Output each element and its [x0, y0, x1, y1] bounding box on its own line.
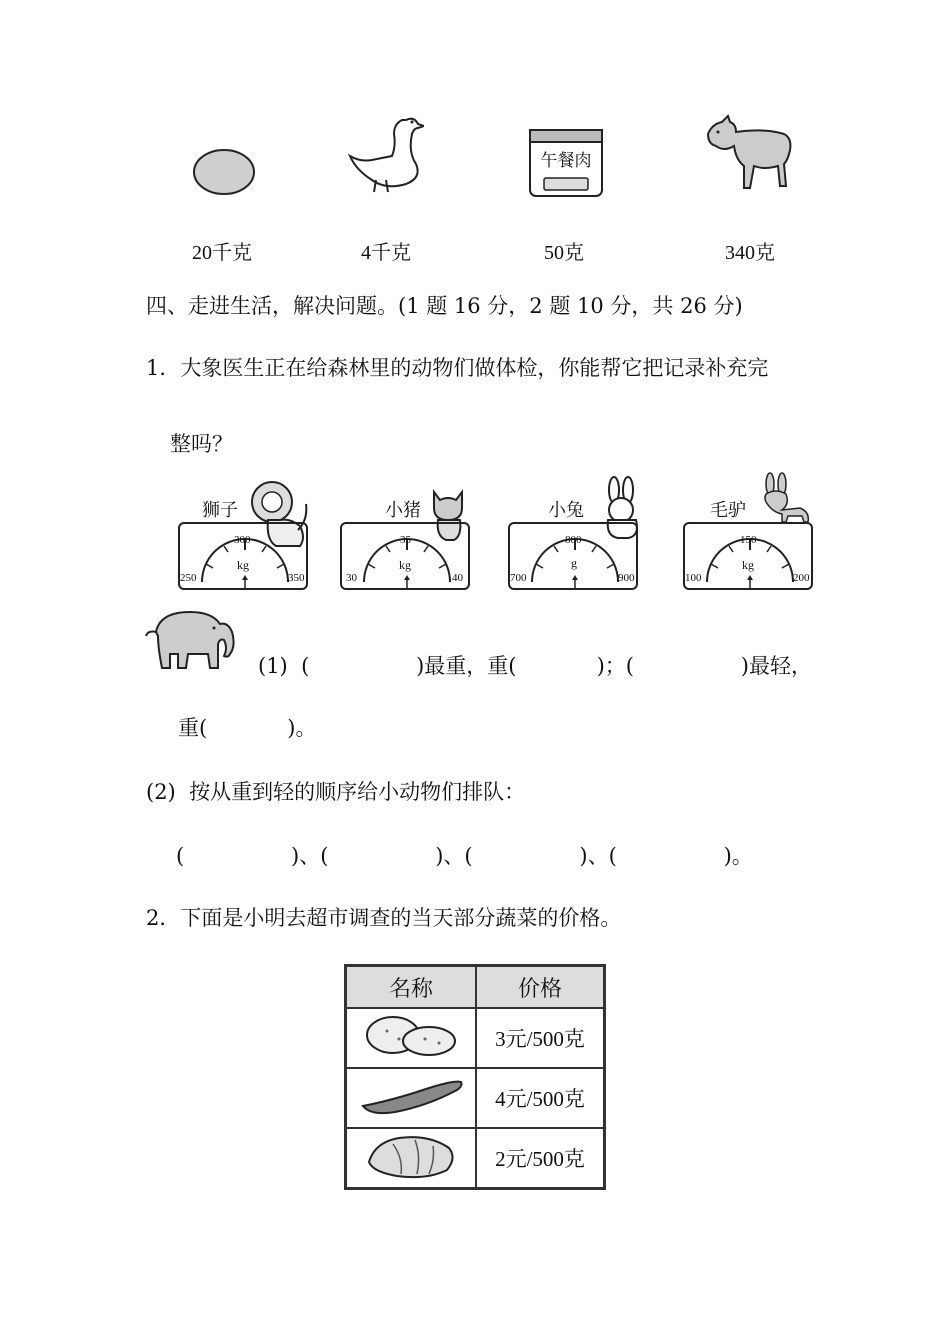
section-title: 四、走进生活，解决问题。(1 题 16 分，2 题 10 分，共 26 分) [146, 294, 743, 318]
scale-left-value: 100 [685, 572, 702, 584]
can-label: 午餐肉 [540, 151, 592, 171]
question-1-line1: 1．大象医生正在给森林里的动物们做体检，你能帮它把记录补充完 [146, 356, 769, 380]
table-row [346, 1128, 605, 1189]
table-header-row [346, 966, 605, 1009]
scale-unit: kg [237, 558, 249, 572]
scale-rabbit [508, 522, 638, 590]
scale-right-value: 900 [618, 572, 635, 584]
table-row [346, 1008, 605, 1068]
scale-unit: g [571, 556, 577, 570]
column-header-name: 名称 [346, 966, 477, 1009]
egg-icon [192, 148, 256, 200]
scale-left-value: 30 [346, 572, 357, 584]
question-1-line2: 整吗？ [170, 432, 233, 456]
cucumber-icon [357, 1076, 465, 1116]
scale-left-value: 700 [510, 572, 527, 584]
scale-unit: kg [742, 558, 754, 572]
scale-top-value: 35 [400, 534, 411, 546]
scale-top-value: 300 [234, 534, 251, 546]
scale-piglet [340, 522, 470, 590]
scale-right-value: 200 [793, 572, 810, 584]
scale-right-value: 40 [452, 572, 463, 584]
table-row [346, 1068, 605, 1128]
scale-right-value: 350 [288, 572, 305, 584]
animal-name-lion: 狮子 [202, 500, 238, 521]
sub-question-2-title: (2) 按从重到轻的顺序给小动物们排队： [146, 780, 526, 804]
scale-donkey [683, 522, 813, 590]
scale-unit: kg [399, 558, 411, 572]
scale-top-value: 800 [565, 534, 582, 546]
weight-label-can: 50克 [544, 242, 584, 264]
sub-question-2-blanks: ( )、( )、( )、( )。 [176, 844, 753, 868]
cabbage-icon [363, 1132, 459, 1180]
column-header-price: 价格 [476, 966, 605, 1009]
scale-left-value: 250 [180, 572, 197, 584]
animal-name-rabbit: 小兔 [548, 500, 584, 521]
animal-name-donkey: 毛驴 [710, 500, 746, 521]
sub-question-1-line1: (1) ( )最重，重( )；( )最轻， [258, 654, 812, 678]
scale-top-value: 150 [740, 534, 757, 546]
weight-label-goat: 340克 [725, 242, 775, 264]
price-table [344, 964, 606, 1190]
price-value: 4元/500克 [476, 1068, 605, 1128]
goat-icon [700, 112, 792, 198]
luncheon-meat-can-icon [528, 128, 604, 202]
goose-icon [346, 112, 424, 200]
scale-lion [178, 522, 308, 590]
price-value: 3元/500克 [476, 1008, 605, 1068]
animal-name-piglet: 小猪 [385, 500, 421, 521]
sub-question-1-line2: 重( )。 [178, 716, 317, 740]
price-value: 2元/500克 [476, 1128, 605, 1189]
weight-label-egg: 20千克 [192, 242, 252, 264]
question-2-text: 2．下面是小明去超市调查的当天部分蔬菜的价格。 [146, 906, 622, 930]
weight-label-goose: 4千克 [361, 242, 411, 264]
elephant-icon [144, 608, 236, 674]
potato-icon [359, 1013, 463, 1059]
